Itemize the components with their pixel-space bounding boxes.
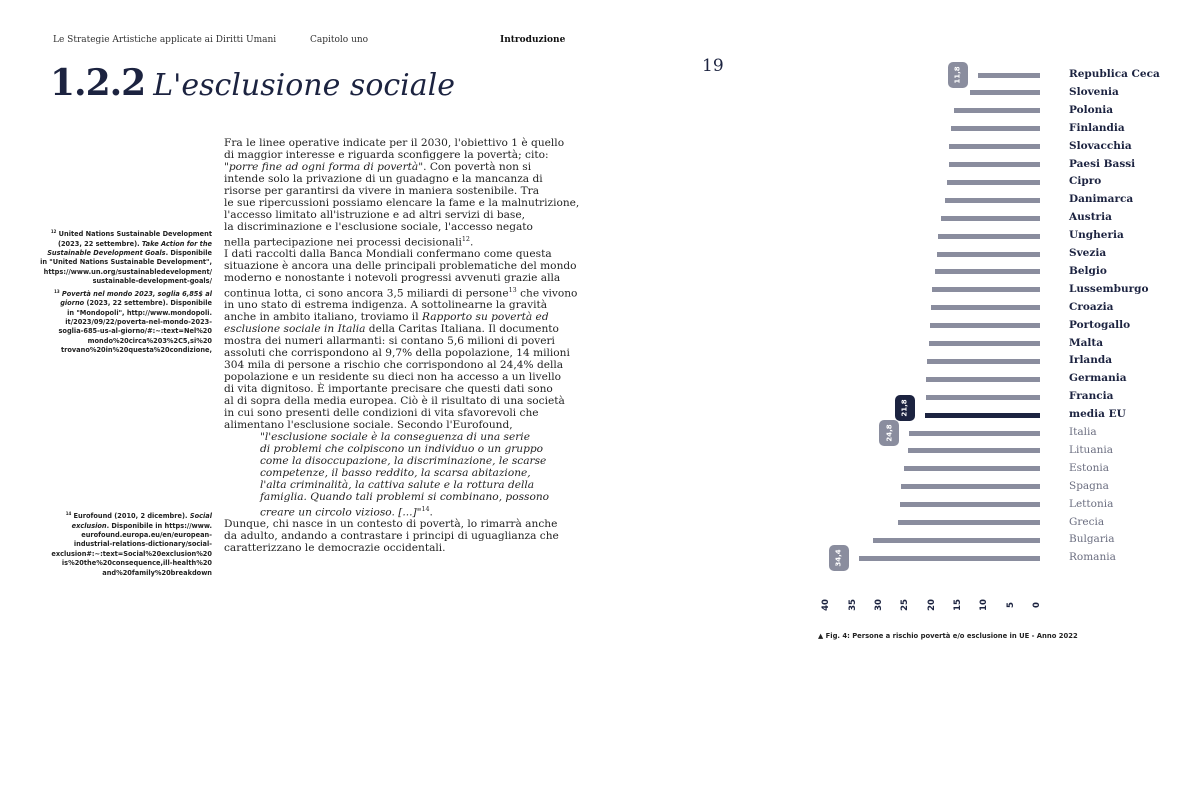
footnote-ref: 14 <box>65 511 72 516</box>
category-label: Belgio <box>1069 264 1107 277</box>
text-line <box>224 285 579 300</box>
text-span: " <box>224 160 229 173</box>
category-label: Croazia <box>1069 300 1114 313</box>
text-span: come la disoccupazione, la discriminazione, le scarse <box>260 454 547 467</box>
footnote-ref: 13 <box>508 286 517 294</box>
category-label: Italia <box>1069 426 1097 438</box>
text-line <box>224 492 579 504</box>
text-line <box>51 522 212 531</box>
bar-italia <box>909 431 1040 436</box>
text-line <box>224 543 579 555</box>
text-span: intende solo la privazione di un guadagno e la mancanza di <box>224 172 543 185</box>
text-span: it/2023/09/22/poverta-nel-mondo-2023- <box>65 318 212 327</box>
footnote-ref: 12 <box>461 235 470 243</box>
text-line <box>224 504 579 519</box>
text-span: situazione è ancora una delle principali problematiche del mondo <box>224 260 577 273</box>
text-span: Povertà nel mondo 2023, soglia 6,85$ al <box>59 289 212 298</box>
text-line <box>40 227 212 240</box>
text-span: in "United Nations Sustainable Development", <box>40 258 212 267</box>
text-span: Take Action for the <box>141 239 212 248</box>
text-span: risorse per garantirsi da vivere in maniera sostenibile. Tra <box>224 184 540 197</box>
text-line <box>40 258 212 267</box>
text-line <box>40 309 212 318</box>
text-span: le sue ripercussioni possiamo elencare la fame e la malnutrizione, <box>224 196 580 209</box>
value-label <box>948 62 968 88</box>
text-line <box>40 277 212 286</box>
text-span: exclusion#:~:text=Social%20exclusion%20 <box>51 549 212 558</box>
axis-tick-label <box>1030 598 1044 612</box>
bar-germania <box>926 377 1040 382</box>
bar-francia <box>926 395 1040 400</box>
section-heading: L'esclusione sociale <box>153 68 456 103</box>
text-span: https://www.un.org/sustainabledevelopment/ <box>43 267 212 276</box>
category-label: Finlandia <box>1069 121 1125 134</box>
axis-tick-label <box>872 598 886 612</box>
bar-lettonia <box>900 502 1040 507</box>
text-span: la discriminazione e l'esclusione sociale, l'accesso negato <box>224 220 533 233</box>
bar-croazia <box>931 305 1040 310</box>
footnote-ref: 12 <box>50 229 57 234</box>
bar-ungheria <box>938 234 1040 239</box>
category-label: Malta <box>1069 336 1104 349</box>
body-text <box>224 138 579 555</box>
text-span: Rapporto su povertà ed <box>421 311 549 324</box>
text-line <box>40 240 212 249</box>
text-line <box>40 337 212 346</box>
bar-svezia <box>937 252 1040 257</box>
category-label: Lituania <box>1069 443 1113 456</box>
section-title <box>50 62 455 104</box>
tick-text: 35 <box>847 599 858 611</box>
bar-estonia <box>904 466 1040 471</box>
category-label: Estonia <box>1069 461 1109 474</box>
axis-tick-label <box>951 598 965 612</box>
category-label: Romania <box>1069 551 1116 564</box>
text-span: che vivono <box>516 287 578 300</box>
text-span: giorno <box>60 299 85 308</box>
bar-bulgaria <box>873 538 1040 543</box>
text-span: Sustainable Development Goals <box>47 249 166 257</box>
bar-irlanda <box>927 359 1040 364</box>
bar-republica-ceca <box>978 73 1040 78</box>
bar-austria <box>941 216 1040 221</box>
text-span: creare un circolo vizioso. [...]" <box>260 506 422 519</box>
category-label: Francia <box>1069 390 1114 403</box>
tick-text: 40 <box>821 599 832 611</box>
text-line <box>224 222 579 234</box>
section-number: 1.2.2 <box>50 62 146 104</box>
category-label: Portogallo <box>1069 318 1131 331</box>
tick-text: 25 <box>900 599 911 611</box>
text-span: sustainable-development-goals/ <box>92 277 212 286</box>
value-label-text: 34,4 <box>834 549 843 567</box>
bar-polonia <box>954 108 1040 113</box>
bar-finlandia <box>951 126 1040 131</box>
text-line <box>40 287 212 300</box>
text-line <box>51 550 212 559</box>
text-span: della Caritas Italiana. Il documento <box>365 323 559 336</box>
footnote-ref: 13 <box>54 288 60 294</box>
value-label <box>895 395 915 421</box>
text-span: popolazione e un residente su dieci non ha accesso a un livello <box>224 371 562 384</box>
text-span: Social <box>189 512 212 521</box>
category-label: Danimarca <box>1069 193 1134 206</box>
category-label: Cipro <box>1069 175 1102 188</box>
bar-romania <box>859 556 1040 561</box>
text-span: assoluti che corrispondono al 9,7% della popolazione, 14 milioni <box>224 347 570 360</box>
text-span: alimentano l'esclusione sociale. Secondo l'Eurofound, <box>224 418 513 431</box>
category-label: Slovacchia <box>1069 139 1132 152</box>
text-span: . <box>469 236 474 249</box>
text-span: I dati raccolti dalla Banca Mondiali confermano come questa <box>224 248 552 261</box>
text-span: United Nations Sustainable Development <box>56 230 212 239</box>
text-span: di vita dignitoso. È importante precisare che questi dati sono <box>224 383 553 396</box>
text-span: and%20family%20breakdown <box>102 568 212 577</box>
text-line <box>40 249 212 258</box>
bar-danimarca <box>945 198 1040 203</box>
text-span: 304 mila di persone a rischio che corrispondono al 24,4% della <box>224 359 564 372</box>
bar-belgio <box>935 269 1040 274</box>
tick-text: 0 <box>1031 602 1042 608</box>
text-span: l'alta criminalità, la cattiva salute e la rottura della <box>260 478 535 491</box>
text-span: is%20the%20consequence,ill-health%20 <box>61 559 212 568</box>
text-line <box>51 509 212 522</box>
footnote-ref: 14 <box>421 505 430 513</box>
category-label: Austria <box>1069 211 1112 224</box>
text-line <box>51 531 212 540</box>
footnotes-12-13 <box>40 227 212 356</box>
text-line <box>40 318 212 327</box>
page-number: 19 <box>702 56 724 76</box>
bar-media-eu <box>925 413 1040 418</box>
text-span: competenze, il basso reddito, la scarsa abitazione, <box>260 466 531 479</box>
category-label: Bulgaria <box>1069 533 1115 546</box>
text-span: caratterizzano le democrazie occidentali. <box>224 542 446 555</box>
text-span: Fra le linee operative indicate per il 2030, l'obiettivo 1 è quello <box>224 137 565 149</box>
text-span: ". Con povertà non si <box>418 160 532 173</box>
text-span: Eurofound (2010, 2 dicembre). <box>71 512 190 521</box>
tick-text: 30 <box>873 599 884 611</box>
text-line <box>51 540 212 549</box>
category-label: Slovenia <box>1069 85 1119 98</box>
text-span: di maggior interesse e riguarda sconfiggere la povertà; cito: <box>224 148 549 161</box>
axis-tick-label <box>1004 598 1018 612</box>
value-label <box>879 420 899 446</box>
category-label: Lussemburgo <box>1069 282 1149 295</box>
text-span: al di sopra della media europea. Ciò è il risultato di una società <box>224 395 565 408</box>
bar-slovenia <box>970 90 1040 95</box>
text-line <box>51 569 212 578</box>
text-span: famiglia. Quando tali problemi si combinano, possono <box>260 490 550 503</box>
bar-slovacchia <box>949 144 1040 149</box>
axis-tick-label <box>846 598 860 612</box>
running-header-chapter: Capitolo uno <box>310 35 369 45</box>
bar-lituania <box>908 448 1040 453</box>
text-span: esclusione sociale in Italia <box>224 323 366 336</box>
text-span: mostra dei numeri allarmanti: si contano 5,6 milioni di poveri <box>224 335 555 348</box>
text-span: eurofound.europa.eu/en/european- <box>81 531 212 539</box>
text-span: trovano%20in%20questa%20condizione, <box>60 346 212 355</box>
text-span: (2023, 22 settembre). Disponibile <box>84 299 212 308</box>
text-span: in cui sono presenti delle condizioni di vita sfavorevoli che <box>224 407 539 420</box>
text-span: Dunque, chi nasce in un contesto di povertà, lo rimarrà anche <box>224 518 558 531</box>
value-label-text: 24,8 <box>885 424 894 442</box>
bar-lussemburgo <box>932 287 1040 292</box>
text-span: porre fine ad ogni forma di povertà <box>228 160 419 173</box>
axis-tick-label <box>925 598 939 612</box>
text-span: continua lotta, ci sono ancora 3,5 miliardi di persone <box>224 287 509 300</box>
text-line <box>40 327 212 336</box>
category-label: Paesi Bassi <box>1069 157 1136 170</box>
axis-tick-label <box>977 598 991 612</box>
text-span: in "Mondopoli", http://www.mondopoli. <box>67 308 212 317</box>
category-label: Ungheria <box>1069 229 1124 242</box>
text-span: l'accesso limitato all'istruzione e ad altri servizi di base, <box>224 208 526 221</box>
bar-portogallo <box>930 323 1040 328</box>
bar-grecia <box>898 520 1040 525</box>
value-label-text: 21,8 <box>901 399 910 417</box>
text-line <box>40 268 212 277</box>
text-line <box>224 273 579 285</box>
running-header-book-title: Le Strategie Artistiche applicate ai Diritti Umani <box>53 35 277 45</box>
bar-malta <box>929 341 1040 346</box>
text-span: nella partecipazione nei processi decisionali <box>224 236 462 249</box>
text-span: da adulto, andando a contrastare i principi di uguaglianza che <box>224 530 559 543</box>
category-label: media EU <box>1069 408 1126 421</box>
text-span: . Disponibile in https://www. <box>106 521 212 530</box>
text-span: industrial-relations-dictionary/social- <box>73 540 212 549</box>
axis-tick-label <box>819 598 833 612</box>
footnote-14 <box>51 509 212 578</box>
text-line <box>224 234 579 249</box>
tick-text: 10 <box>979 599 990 611</box>
text-span: . Disponibile <box>165 249 212 257</box>
running-header-section: Introduzione <box>500 35 566 45</box>
text-span: . <box>429 506 433 519</box>
value-label-text: 11,8 <box>953 66 962 84</box>
tick-text: 15 <box>952 599 963 611</box>
tick-text: 5 <box>1005 602 1016 608</box>
axis-tick-label <box>898 598 912 612</box>
bar-cipro <box>947 180 1040 185</box>
category-label: Republica Ceca <box>1069 68 1160 80</box>
category-label: Spagna <box>1069 479 1109 492</box>
category-label: Polonia <box>1069 103 1114 116</box>
text-span: soglia-685-us-al-giorno/#:~:text=Nel%20 <box>58 327 212 336</box>
category-label: Irlanda <box>1069 354 1113 367</box>
tick-text: 20 <box>926 599 937 611</box>
figure-caption: ▲ Fig. 4: Persone a rischio povertà e/o esclusione in UE - Anno 2022 <box>818 632 1078 640</box>
text-span: anche in ambito italiano, troviamo il <box>224 311 422 324</box>
bar-spagna <box>901 484 1040 489</box>
text-span: "l'esclusione sociale è la conseguenza di una serie <box>260 430 530 443</box>
text-span: exclusion <box>71 521 107 530</box>
category-label: Grecia <box>1069 515 1105 528</box>
text-span: moderno e nonostante i notevoli progressi avvenuti grazie alla <box>224 272 561 285</box>
text-line <box>40 299 212 308</box>
text-span: di problemi che colpiscono un individuo o un gruppo <box>260 442 544 455</box>
text-span: (2023, 22 settembre). <box>57 239 142 248</box>
category-label: Svezia <box>1069 247 1107 259</box>
category-label: Lettonia <box>1069 497 1114 510</box>
category-label: Germania <box>1069 372 1127 385</box>
text-span: in uno stato di estrema indigenza. A sottolinearne la gravità <box>224 299 548 312</box>
bar-paesi-bassi <box>949 162 1040 167</box>
text-span: mondo%20circa%203%2C5,si%20 <box>87 336 212 345</box>
text-line <box>51 559 212 568</box>
value-label <box>829 545 849 571</box>
text-line <box>40 346 212 355</box>
